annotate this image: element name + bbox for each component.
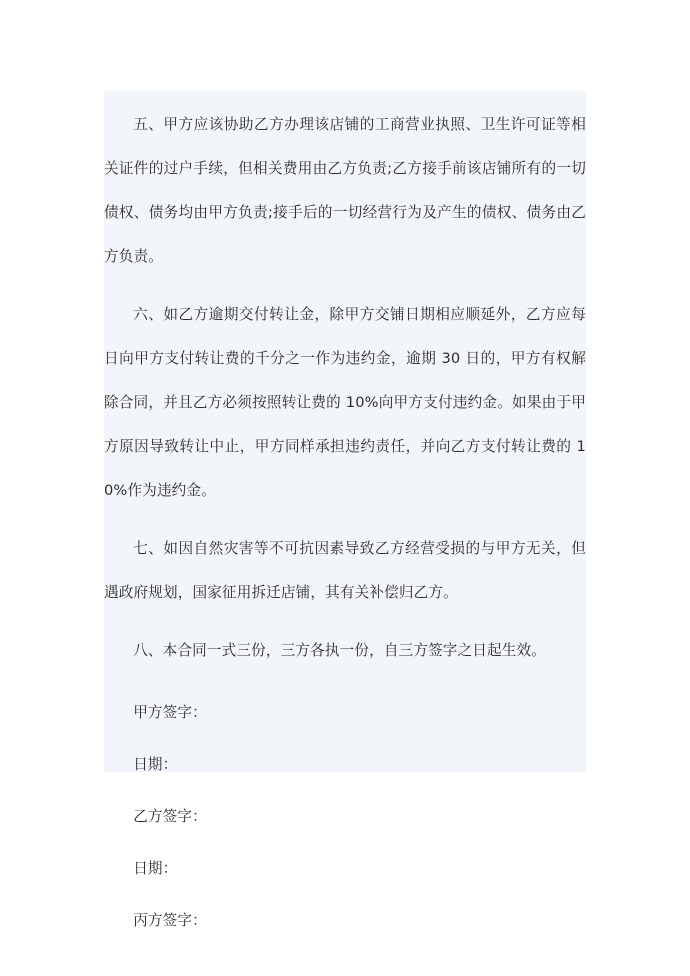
signature-line-party-c-signature: 丙方签字： bbox=[133, 912, 207, 929]
signature-line-party-a-date: 日期： bbox=[133, 756, 178, 773]
clause-paragraph-5: 五、甲方应该协助乙方办理该店铺的工商营业执照、卫生许可证等相关证件的过户手续，但相关费用由乙方负责;乙方接手前该店铺所有的一切债权、债务均由甲方负责;接手后的一切经营行为及产生的债权、债务由乙方负责。 bbox=[104, 116, 586, 265]
signature-line-party-b-date: 日期： bbox=[133, 860, 178, 877]
clause-paragraph-7: 七、如因自然灾害等不可抗因素导致乙方经营受损的与甲方无关，但遇政府规划，国家征用拆迁店铺，其有关补偿归乙方。 bbox=[104, 540, 586, 601]
highlighted-content-block bbox=[104, 91, 586, 929]
signature-line-party-b-signature: 乙方签字： bbox=[133, 808, 207, 825]
document-body bbox=[104, 91, 586, 947]
signature-line-party-a-signature: 甲方签字： bbox=[133, 704, 207, 721]
clause-paragraph-8: 八、本合同一式三份，三方各执一份，自三方签字之日起生效。 bbox=[133, 642, 547, 659]
clause-paragraph-6: 六、如乙方逾期交付转让金，除甲方交铺日期相应顺延外，乙方应每日向甲方支付转让费的千分之一作为违约金，逾期 30 日的，甲方有权解除合同，并且乙方必须按照转让费的 10%向甲方支付违约金。如果由于甲方原因导致转让中止，甲方同样承担违约责任，并向乙方支付转让费的 10%作为违约金。 bbox=[104, 306, 586, 499]
